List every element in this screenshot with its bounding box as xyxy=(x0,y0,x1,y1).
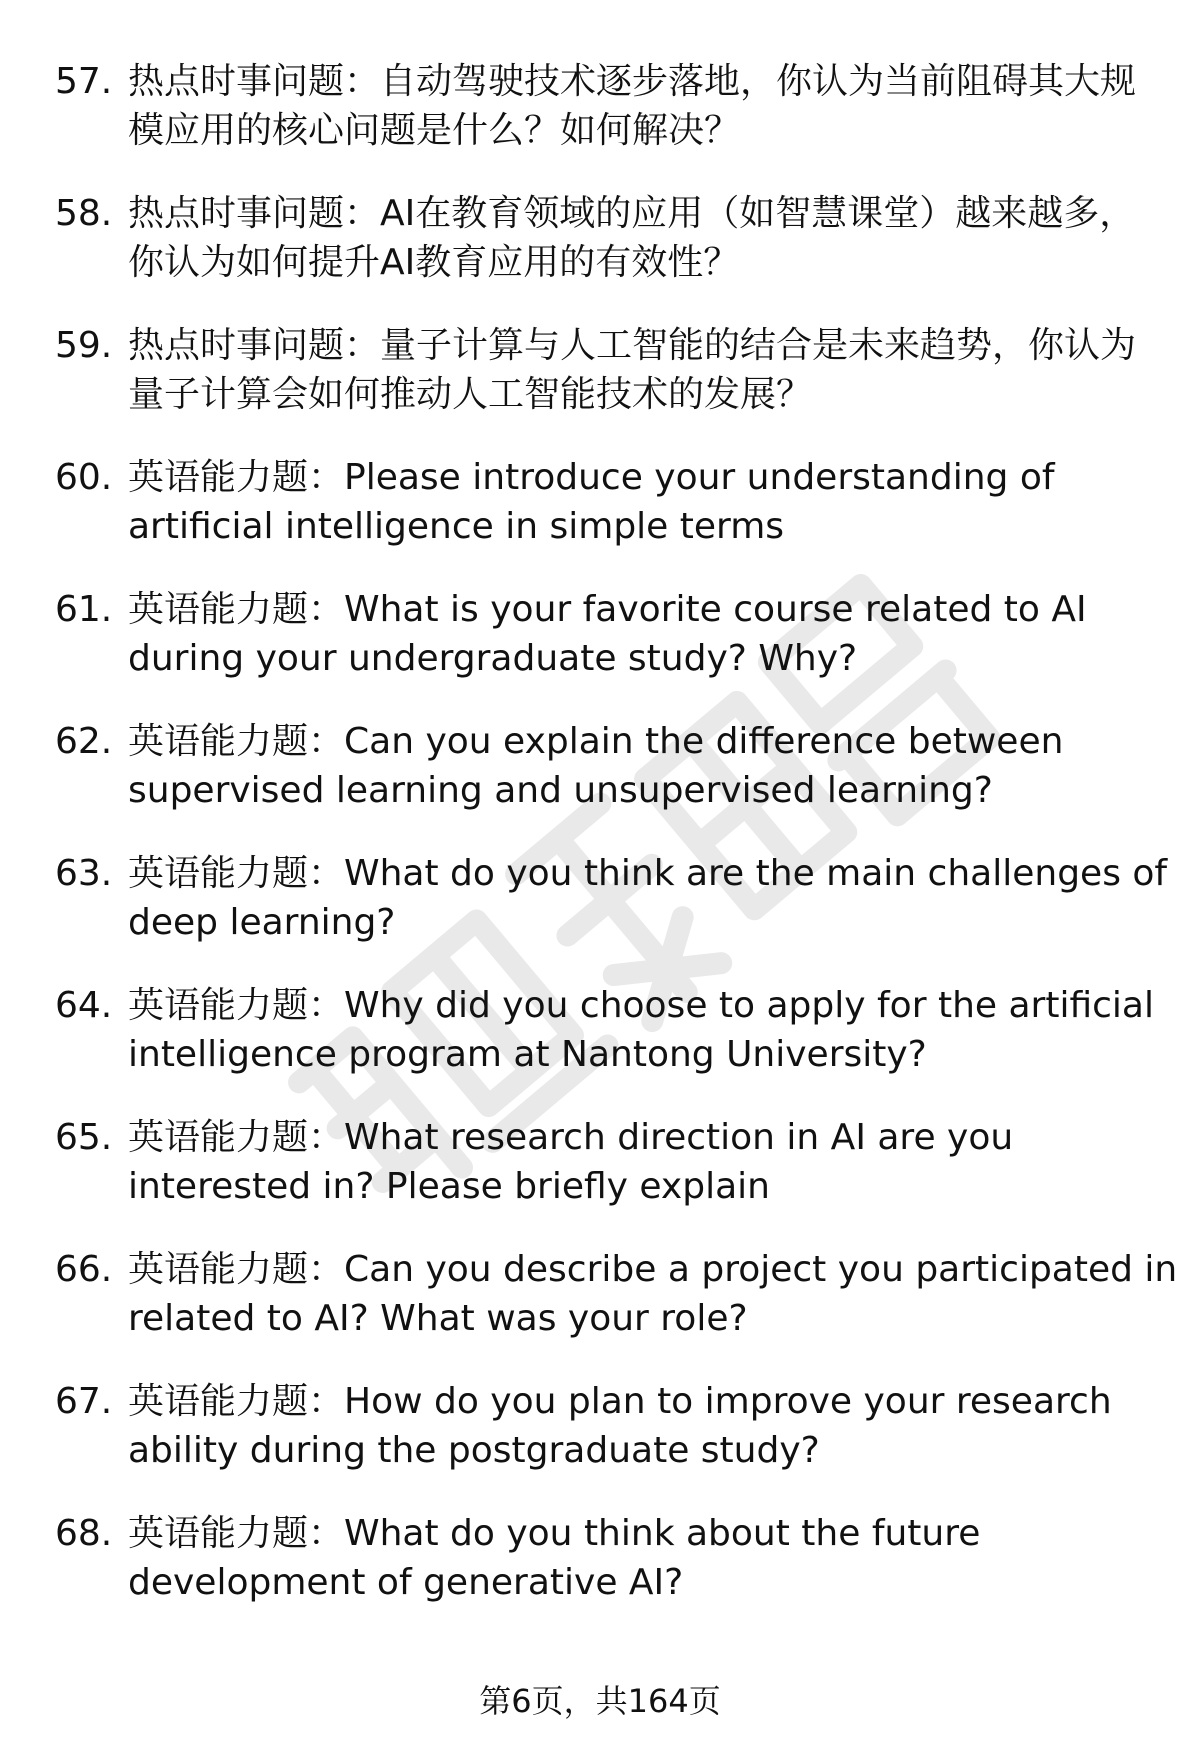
question-text-line: 英语能力题：How do you plan to improve your research xyxy=(128,1381,1112,1422)
question-item xyxy=(0,454,1200,554)
question-item xyxy=(0,1510,1200,1610)
question-number: 64. xyxy=(55,985,113,1026)
question-text-line: related to AI? What was your role? xyxy=(128,1298,748,1339)
question-number: 59. xyxy=(55,325,113,366)
question-item xyxy=(0,850,1200,950)
question-text-line: 热点时事问题：自动驾驶技术逐步落地，你认为当前阻碍其大规 xyxy=(128,61,1137,102)
question-number: 62. xyxy=(55,721,113,762)
question-number: 65. xyxy=(55,1117,113,1158)
question-item xyxy=(0,718,1200,818)
question-item xyxy=(0,322,1200,422)
question-text-line: intelligence program at Nantong University? xyxy=(128,1034,927,1075)
question-text-line: 热点时事问题：AI在教育领域的应用（如智慧课堂）越来越多， xyxy=(128,193,1136,234)
question-text-line: 英语能力题：What do you think about the future xyxy=(128,1513,981,1554)
question-list xyxy=(0,58,1200,1642)
question-item xyxy=(0,1378,1200,1478)
question-number: 68. xyxy=(55,1513,113,1554)
question-text-line: 英语能力题：Why did you choose to apply for the artificial xyxy=(128,985,1154,1026)
question-text-line: during your undergraduate study? Why? xyxy=(128,638,858,679)
page-footer xyxy=(0,1681,1200,1721)
question-text-line: 英语能力题：Can you describe a project you participated in xyxy=(128,1249,1178,1290)
question-number: 66. xyxy=(55,1249,113,1290)
question-text-line: 英语能力题：What do you think are the main challenges of xyxy=(128,853,1168,894)
question-text-line: deep learning? xyxy=(128,902,396,943)
question-text-line: 英语能力题：Can you explain the difference between xyxy=(128,721,1064,762)
question-number: 67. xyxy=(55,1381,113,1422)
question-text-line: 英语能力题：What research direction in AI are you xyxy=(128,1117,1014,1158)
question-number: 61. xyxy=(55,589,113,630)
question-text-line: artificial intelligence in simple terms xyxy=(128,506,785,547)
question-text-line: 英语能力题：Please introduce your understanding of xyxy=(128,457,1055,498)
page-number-text: 第6页，共164页 xyxy=(479,1682,721,1720)
question-text-line: ability during the postgraduate study? xyxy=(128,1430,820,1471)
question-item xyxy=(0,982,1200,1082)
question-item xyxy=(0,58,1200,158)
question-text-line: development of generative AI? xyxy=(128,1562,684,1603)
question-text-line: 模应用的核心问题是什么？如何解决？ xyxy=(128,110,741,151)
question-text-line: interested in? Please briefly explain xyxy=(128,1166,770,1207)
question-text-line: 英语能力题：What is your favorite course related to AI xyxy=(128,589,1087,630)
question-item xyxy=(0,1246,1200,1346)
question-text-line: 量子计算会如何推动人工智能技术的发展？ xyxy=(128,374,813,415)
question-text-line: 你认为如何提升AI教育应用的有效性？ xyxy=(128,242,740,283)
question-number: 60. xyxy=(55,457,113,498)
question-number: 58. xyxy=(55,193,113,234)
question-text-line: 热点时事问题：量子计算与人工智能的结合是未来趋势，你认为 xyxy=(128,325,1137,366)
question-text-line: supervised learning and unsupervised learning? xyxy=(128,770,993,811)
question-number: 57. xyxy=(55,61,113,102)
question-item xyxy=(0,190,1200,290)
question-item xyxy=(0,1114,1200,1214)
question-number: 63. xyxy=(55,853,113,894)
question-item xyxy=(0,586,1200,686)
